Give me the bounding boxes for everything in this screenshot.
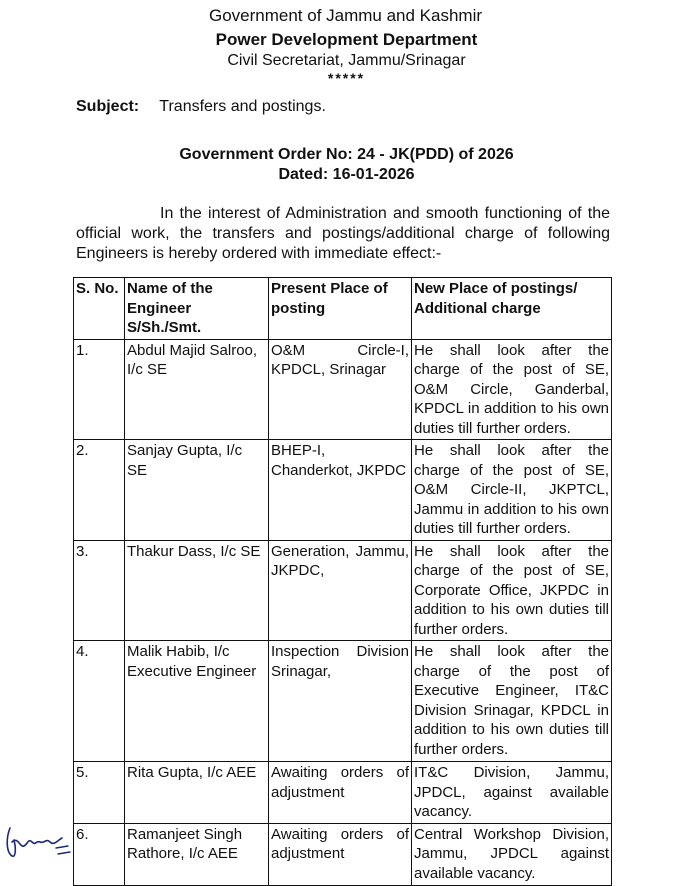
cell-name: Abdul Majid Salroo, I/c SE: [125, 339, 269, 440]
cell-sno: 3.: [74, 540, 125, 641]
cell-sno: 6.: [74, 823, 125, 885]
table-row: [74, 641, 612, 762]
cell-new: Central Workshop Division, Jammu, JPDCL against available vacancy.: [412, 823, 612, 885]
cell-present: BHEP-I, Chanderkot, JKPDC: [269, 440, 412, 541]
header-sno: S. No.: [74, 278, 125, 340]
cell-new: He shall look after the charge of the post of SE, Corporate Office, JKPDC in addition to his own duties till further orders.: [412, 540, 612, 641]
table-row: [74, 339, 612, 440]
cell-present: Inspection Division Srinagar,: [269, 641, 412, 762]
transfers-table: [73, 277, 612, 886]
table-row: [74, 540, 612, 641]
cell-name: Rita Gupta, I/c AEE: [125, 762, 269, 824]
body-paragraph: In the interest of Administration and smooth functioning of the official work, the transfers and postings/additional charge of following Engineers is hereby ordered with immediate effect:-: [76, 205, 610, 262]
cell-sno: 5.: [74, 762, 125, 824]
cell-name: Ramanjeet Singh Rathore, I/c AEE: [125, 823, 269, 885]
cell-present: O&M Circle-I, KPDCL, Srinagar: [269, 339, 412, 440]
cell-present: Awaiting orders of adjustment: [269, 762, 412, 824]
table-row: [74, 440, 612, 541]
header-new-posting: New Place of postings/ Additional charge: [412, 278, 612, 340]
cell-new: He shall look after the charge of the post of SE, O&M Circle-II, JKPTCL, Jammu in addition to his own duties till further orders.: [412, 440, 612, 541]
header-name: Name of the Engineer S/Sh./Smt.: [125, 278, 269, 340]
table-row: [74, 823, 612, 885]
cell-new: IT&C Division, Jammu, JPDCL, against available vacancy.: [412, 762, 612, 824]
department-government-line: Government of Jammu and Kashmir: [208, 6, 483, 25]
cell-name: Sanjay Gupta, I/c SE: [125, 440, 269, 541]
cell-sno: 4.: [74, 641, 125, 762]
order-number: Government Order No: 24 - JK(PDD) of 2026: [179, 146, 514, 163]
subject-line: [76, 98, 326, 116]
department-address: Civil Secretariat, Jammu/Srinagar: [227, 52, 466, 69]
handwritten-signature-icon: [2, 818, 72, 864]
department-name: Power Development Department: [215, 30, 478, 49]
table-header-row: [74, 278, 612, 340]
separator-stars: *****: [327, 70, 366, 86]
cell-name: Thakur Dass, I/c SE: [125, 540, 269, 641]
header-present-posting: Present Place of posting: [269, 278, 412, 340]
subject-label: Subject:: [76, 98, 140, 115]
cell-sno: 1.: [74, 339, 125, 440]
order-block: [0, 145, 693, 185]
table-row: [74, 762, 612, 824]
cell-name: Malik Habib, I/c Executive Engineer: [125, 641, 269, 762]
cell-present: Generation, Jammu, JKPDC,: [269, 540, 412, 641]
cell-present: Awaiting orders of adjustment: [269, 823, 412, 885]
cell-sno: 2.: [74, 440, 125, 541]
cell-new: He shall look after the charge of the post of SE, O&M Circle, Ganderbal, KPDCL in addition to his own duties till further orders.: [412, 339, 612, 440]
cell-new: He shall look after the charge of the post of Executive Engineer, IT&C Division Srinagar, KPDCL in addition to his own duties till further orders.: [412, 641, 612, 762]
subject-text: Transfers and postings.: [159, 98, 326, 115]
order-date: Dated: 16-01-2026: [278, 166, 415, 183]
